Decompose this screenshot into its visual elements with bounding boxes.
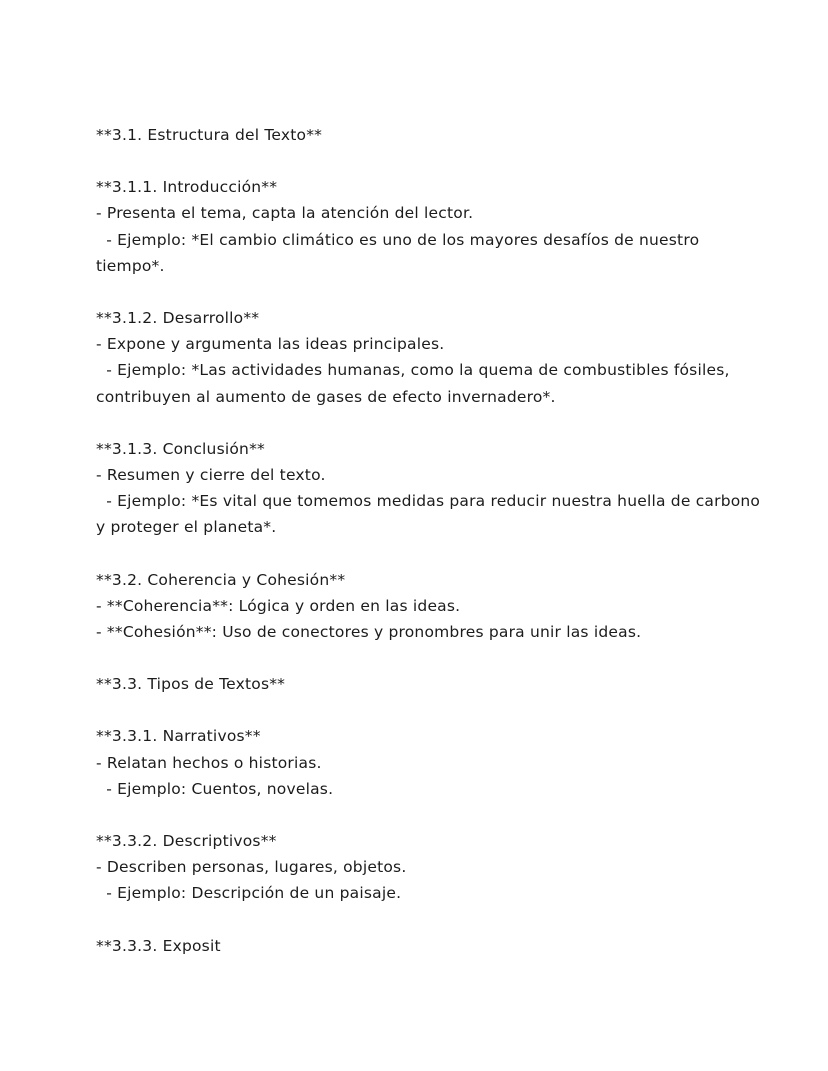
bullet-line: - Expone y argumenta las ideas principales.	[96, 335, 445, 354]
section-3-1	[96, 122, 742, 148]
heading-3-3-2: **3.3.2. Descriptivos**	[96, 832, 277, 851]
continuation-line: contribuyen al aumento de gases de efecto invernadero*.	[96, 387, 556, 406]
heading-3-3-3-truncated: **3.3.3. Exposit	[96, 936, 221, 955]
continuation-line: tiempo*.	[96, 256, 165, 275]
bullet-line: - **Cohesión**: Uso de conectores y pronombres para unir las ideas.	[96, 623, 642, 642]
example-line: - Ejemplo: *El cambio climático es uno de los mayores desafíos de nuestro	[96, 230, 700, 249]
bullet-line: - Presenta el tema, capta la atención del lector.	[96, 204, 474, 223]
bullet-line: - Resumen y cierre del texto.	[96, 466, 326, 485]
section-3-3	[96, 671, 742, 697]
heading-3-1-3: **3.1.3. Conclusión**	[96, 439, 265, 458]
section-3-1-3	[96, 436, 761, 541]
bullet-line: - Describen personas, lugares, objetos.	[96, 858, 407, 877]
bullet-line: - Relatan hechos o historias.	[96, 753, 322, 772]
example-line: - Ejemplo: Descripción de un paisaje.	[96, 884, 402, 903]
section-3-3-1	[96, 723, 742, 802]
heading-3-3: **3.3. Tipos de Textos**	[96, 675, 286, 694]
section-3-3-2	[96, 828, 742, 907]
heading-3-2: **3.2. Coherencia y Cohesión**	[96, 570, 346, 589]
heading-3-1-2: **3.1.2. Desarrollo**	[96, 309, 260, 328]
section-3-1-1	[96, 174, 742, 279]
example-line: - Ejemplo: *Las actividades humanas, como la quema de combustibles fósiles,	[96, 361, 730, 380]
bullet-line: - **Coherencia**: Lógica y orden en las ideas.	[96, 596, 461, 615]
continuation-line: y proteger el planeta*.	[96, 518, 277, 537]
heading-3-1: **3.1. Estructura del Texto**	[96, 126, 323, 144]
heading-3-3-1: **3.3.1. Narrativos**	[96, 727, 261, 746]
example-line: - Ejemplo: Cuentos, novelas.	[96, 779, 334, 798]
section-3-2	[96, 567, 742, 646]
heading-3-1-1: **3.1.1. Introducción**	[96, 178, 278, 197]
section-3-3-3	[96, 933, 742, 959]
section-3-1-2	[96, 305, 742, 410]
example-line: - Ejemplo: *Es vital que tomemos medidas para reducir nuestra huella de carbono	[96, 492, 761, 511]
